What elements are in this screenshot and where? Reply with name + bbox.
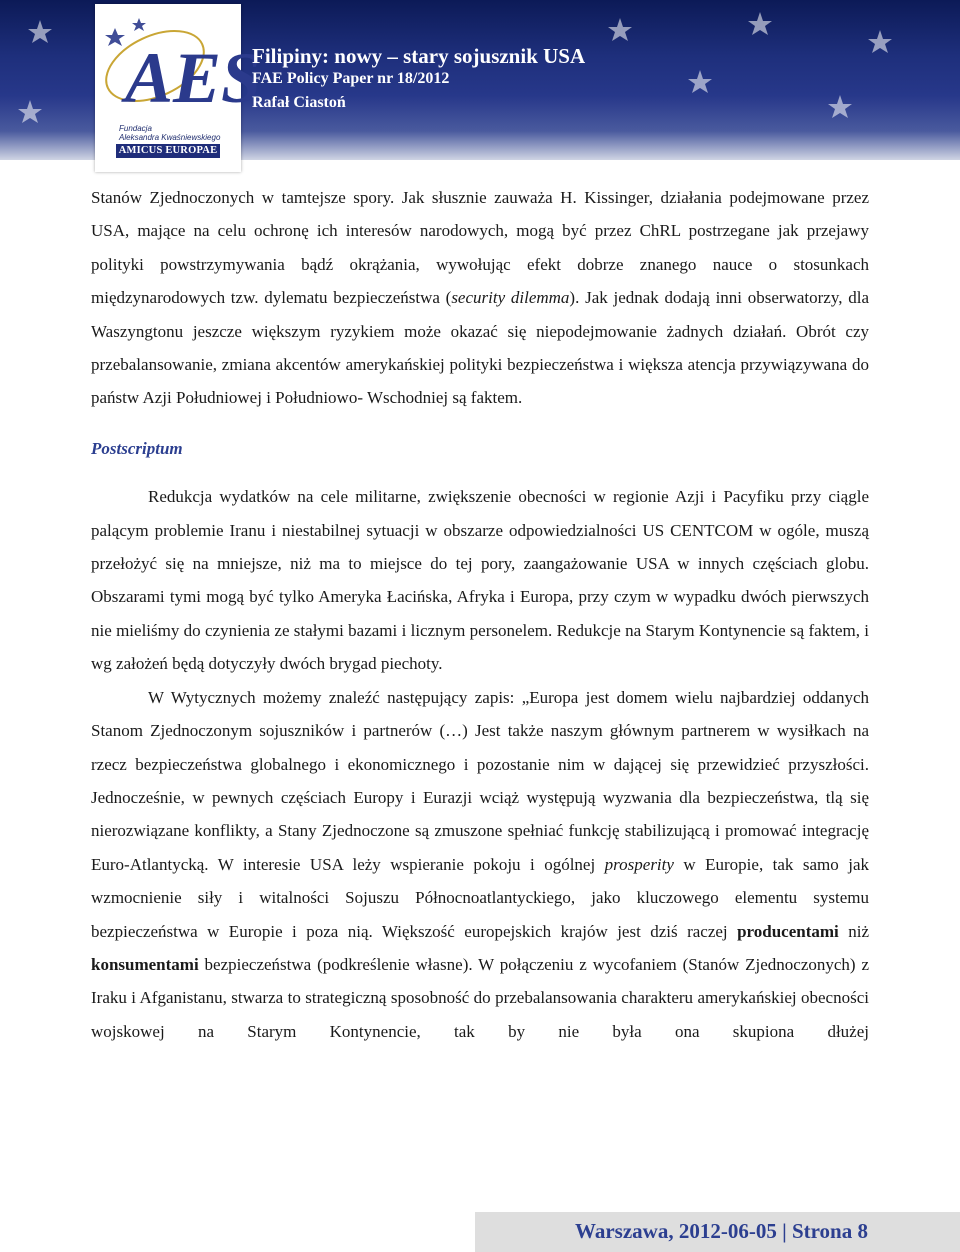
- section-heading-postscriptum: Postscriptum: [91, 438, 183, 458]
- aes-monogram-icon: [95, 4, 262, 124]
- paragraph-2: Redukcja wydatków na cele militarne, zwiększenie obecności w regionie Azji i Pacyfiku przy ciągle palącym problemie Iranu i niestabilnej sytuacji w obszarze odpowiedzialności US CENTCOM w ogóle, muszą przełożyć się na mniejsze, niż ma to miejsce do tej pory, zaangażowanie USA w innych częściach globu. Obszarami tymi mogą być tylko Ameryka Łacińska, Afryka i Europa, przy czym w wypadku dwóch pierwszych nie mieliśmy do czynienia ze stałymi bazami i licznym personelem. Redukcje na Starym Kontynencie są faktem, i wg założeń będą dotyczyły dwóch brygad piechoty.: [91, 487, 869, 674]
- logo-monogram: AES: [125, 38, 262, 118]
- paragraph-3-text-c: niż: [838, 921, 869, 941]
- foundation-logo: [95, 4, 262, 172]
- paragraph-3-text-b: w Europie, tak samo jak wzmocnienie siły i witalności Sojuszu Północnoatlantyckiego, jako kluczowego elementu systemu bezpieczeństwa w Europie i poza nią. Większość europejskich krajów jest dziś raczej: [91, 854, 870, 941]
- paragraph-3: [91, 681, 869, 1048]
- paragraph-1-text-a: Stanów Zjednoczonych w tamtejsze spory. Jak słusznie zauważa H. Kissinger, działania podejmowane przez USA, mające na celu ochronę ich interesów narodowych, mogą być przez ChRL postrzegane jak przejawy polityki powstrzymywania bądź okrążania, wywołując efekt dobrze znanego nauce o stosunkach międzynarodowych tzw. dylematu bezpieczeństwa (: [91, 188, 869, 308]
- logo-amicus-europae: AMICUS EUROPAE: [116, 144, 220, 158]
- paragraph-1-italic: security dilemma: [451, 288, 570, 308]
- logo-foundation-line2: Aleksandra Kwaśniewskiego: [119, 133, 221, 142]
- paper-author: Rafał Ciastoń: [252, 94, 346, 111]
- logo-foundation-line1: Fundacja: [119, 124, 152, 133]
- page-footer: Warszawa, 2012-06-05 | Strona 8: [475, 1212, 960, 1252]
- document-body: [91, 181, 869, 1048]
- paper-title: Filipiny: nowy – stary sojusznik USA: [252, 44, 586, 68]
- paragraph-3-text-a: W Wytycznych możemy znaleźć następujący zapis: „Europa jest domem wielu najbardziej oddanych Stanom Zjednoczonym sojuszników i partnerów (…) Jest także naszym głównym partnerem w wysiłkach na rzecz bezpieczeństwa globalnego i ekonomicznego i pozostanie nim w dającej się przewidzieć przyszłości. Jednocześnie, w pewnych częściach Europy i Eurazji wciąż występują wyzwania dla bezpieczeństwa, tlą się nierozwiązane konflikty, a Stany Zjednoczone są zmuszone spełniać funkcję stabilizującą i promować integrację Euro-Atlantycką. W interesie USA leży wspieranie pokoju i ogólnej: [91, 687, 869, 874]
- paragraph-1: [91, 181, 869, 415]
- paper-series: FAE Policy Paper nr 18/2012: [252, 70, 450, 87]
- logo-foundation-label: [119, 124, 220, 142]
- paragraph-3-text-d: bezpieczeństwa (podkreślenie własne). W połączeniu z wycofaniem (Stanów Zjednoczonych) z Iraku i Afganistanu, stwarza to strategiczną sposobność do przebalansowania charakteru amerykańskiej obecności wojskowej na Starym Kontynencie, tak by nie była ona skupiona dłużej: [91, 954, 869, 1041]
- paragraph-1-text-b: ). Jak jednak dodają inni obserwatorzy, dla Waszyngtonu jeszcze większym ryzykiem może okazać się niepodejmowanie żadnych działań. Obrót czy przebalansowanie, zmiana akcentów amerykańskiej polityki bezpieczeństwa i większa atencja przywiązywana do państw Azji Południowej i Południowo- Wschodniej są faktem.: [91, 288, 870, 408]
- paragraph-3-bold-konsumentami: konsumentami: [91, 954, 199, 974]
- paragraph-3-italic: prosperity: [604, 854, 674, 874]
- header-banner: [0, 0, 960, 160]
- paragraph-3-bold-producentami: producentami: [737, 921, 839, 941]
